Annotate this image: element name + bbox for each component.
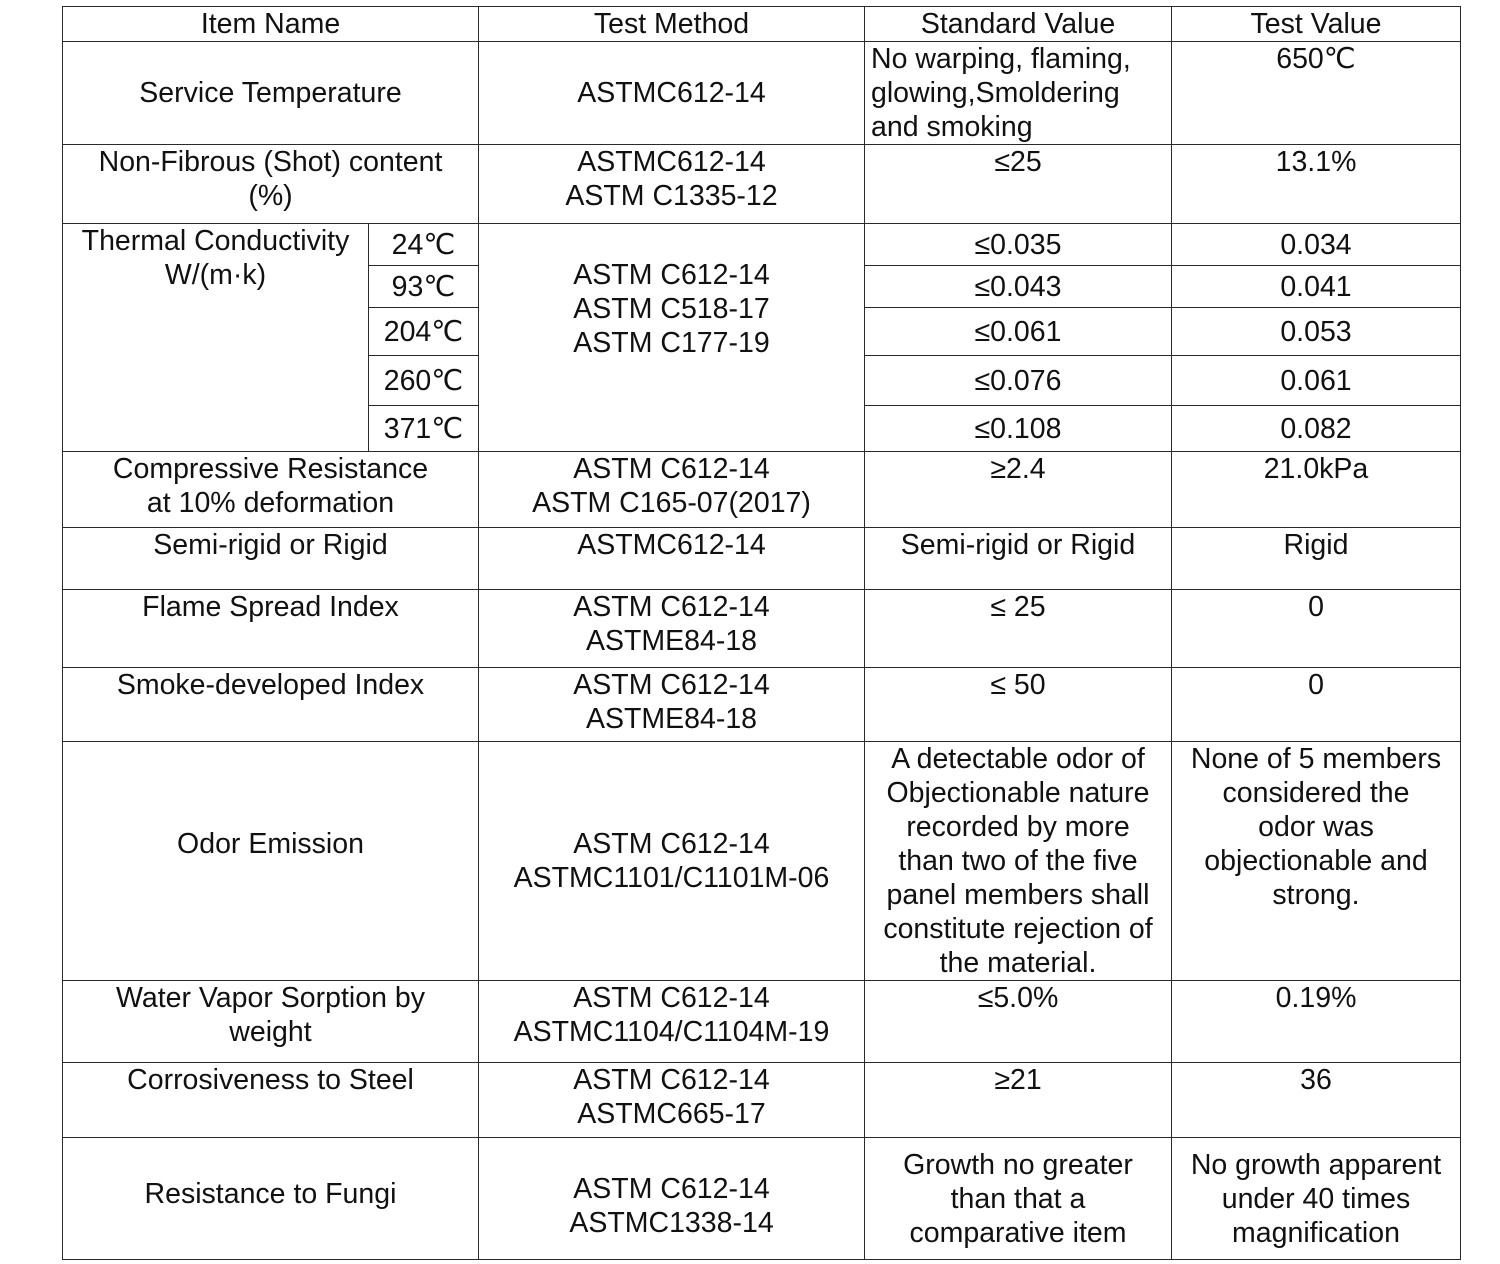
header-item-name: Item Name: [63, 7, 479, 42]
standard-value: Semi-rigid or Rigid: [865, 528, 1172, 590]
test-value: 0.041: [1172, 266, 1461, 308]
test-method: ASTMC612-14: [479, 42, 865, 145]
test-value: 0: [1172, 590, 1461, 668]
test-value: 650℃: [1172, 42, 1461, 145]
standard-value: ≤0.108: [865, 406, 1172, 452]
table-row-odor: [63, 742, 1461, 981]
standard-value: ≤0.061: [865, 308, 1172, 356]
table-row-water-vapor: [63, 981, 1461, 1063]
test-value: 0.061: [1172, 356, 1461, 406]
item-name: Smoke-developed Index: [63, 668, 479, 742]
table-row-fungi: [63, 1138, 1461, 1260]
test-method: ASTM C612-14 ASTM C165-07(2017): [479, 452, 865, 528]
test-value: Rigid: [1172, 528, 1461, 590]
item-name: Resistance to Fungi: [63, 1138, 479, 1260]
test-method: ASTM C612-14 ASTMC1338-14: [479, 1138, 865, 1260]
standard-value: ≤ 25: [865, 590, 1172, 668]
temperature-cell: 204℃: [369, 308, 479, 356]
item-name: Water Vapor Sorption by weight: [63, 981, 479, 1063]
temperature-cell: 24℃: [369, 224, 479, 266]
standard-value: A detectable odor of Objectionable nature recorded by more than two of the five panel members shall constitute rejection of the material.: [865, 742, 1172, 981]
table-row-corrosiveness: [63, 1063, 1461, 1138]
test-method: ASTMC612-14: [479, 528, 865, 590]
temperature-cell: 371℃: [369, 406, 479, 452]
standard-value: ≤5.0%: [865, 981, 1172, 1063]
test-method: ASTM C612-14 ASTMC1104/C1104M-19: [479, 981, 865, 1063]
item-name: Odor Emission: [63, 742, 479, 981]
test-value: No growth apparent under 40 times magnification: [1172, 1138, 1461, 1260]
item-name: Corrosiveness to Steel: [63, 1063, 479, 1138]
test-method: ASTM C612-14 ASTME84-18: [479, 590, 865, 668]
specification-table: [62, 6, 1461, 1260]
header-row: [63, 7, 1461, 42]
standard-value: Growth no greater than that a comparative item: [865, 1138, 1172, 1260]
test-method: ASTM C612-14 ASTM C518-17 ASTM C177-19: [479, 224, 865, 452]
test-value: 21.0kPa: [1172, 452, 1461, 528]
standard-value: ≤0.076: [865, 356, 1172, 406]
standard-value: ≤ 50: [865, 668, 1172, 742]
test-value: 0.19%: [1172, 981, 1461, 1063]
test-value: 0.053: [1172, 308, 1461, 356]
header-test-method: Test Method: [479, 7, 865, 42]
standard-value: ≤0.035: [865, 224, 1172, 266]
test-method: ASTMC612-14 ASTM C1335-12: [479, 145, 865, 224]
test-value: None of 5 members considered the odor was objectionable and strong.: [1172, 742, 1461, 981]
item-name: Thermal Conductivity W/(m·k): [63, 224, 369, 452]
test-method: ASTM C612-14 ASTMC1101/C1101M-06: [479, 742, 865, 981]
header-standard-value: Standard Value: [865, 7, 1172, 42]
test-value: 0.082: [1172, 406, 1461, 452]
standard-value: No warping, flaming, glowing,Smoldering and smoking: [865, 42, 1172, 145]
table-row-flame-spread: [63, 590, 1461, 668]
standard-value: ≥2.4: [865, 452, 1172, 528]
test-value: 0.034: [1172, 224, 1461, 266]
temperature-cell: 93℃: [369, 266, 479, 308]
table-row-thermal-24: [63, 224, 1461, 266]
table-row-compressive: [63, 452, 1461, 528]
test-method: ASTM C612-14 ASTME84-18: [479, 668, 865, 742]
header-test-value: Test Value: [1172, 7, 1461, 42]
table-row-shot-content: [63, 145, 1461, 224]
item-name: Flame Spread Index: [63, 590, 479, 668]
table-row-service-temperature: [63, 42, 1461, 145]
temperature-cell: 260℃: [369, 356, 479, 406]
table-row-rigidity: [63, 528, 1461, 590]
test-method: ASTM C612-14 ASTMC665-17: [479, 1063, 865, 1138]
standard-value: ≤25: [865, 145, 1172, 224]
standard-value: ≥21: [865, 1063, 1172, 1138]
item-name: Compressive Resistance at 10% deformation: [63, 452, 479, 528]
item-name: Non-Fibrous (Shot) content (%): [63, 145, 479, 224]
item-name: Semi-rigid or Rigid: [63, 528, 479, 590]
test-value: 36: [1172, 1063, 1461, 1138]
standard-value: ≤0.043: [865, 266, 1172, 308]
item-name: Service Temperature: [63, 42, 479, 145]
test-value: 13.1%: [1172, 145, 1461, 224]
table-row-smoke-index: [63, 668, 1461, 742]
test-value: 0: [1172, 668, 1461, 742]
